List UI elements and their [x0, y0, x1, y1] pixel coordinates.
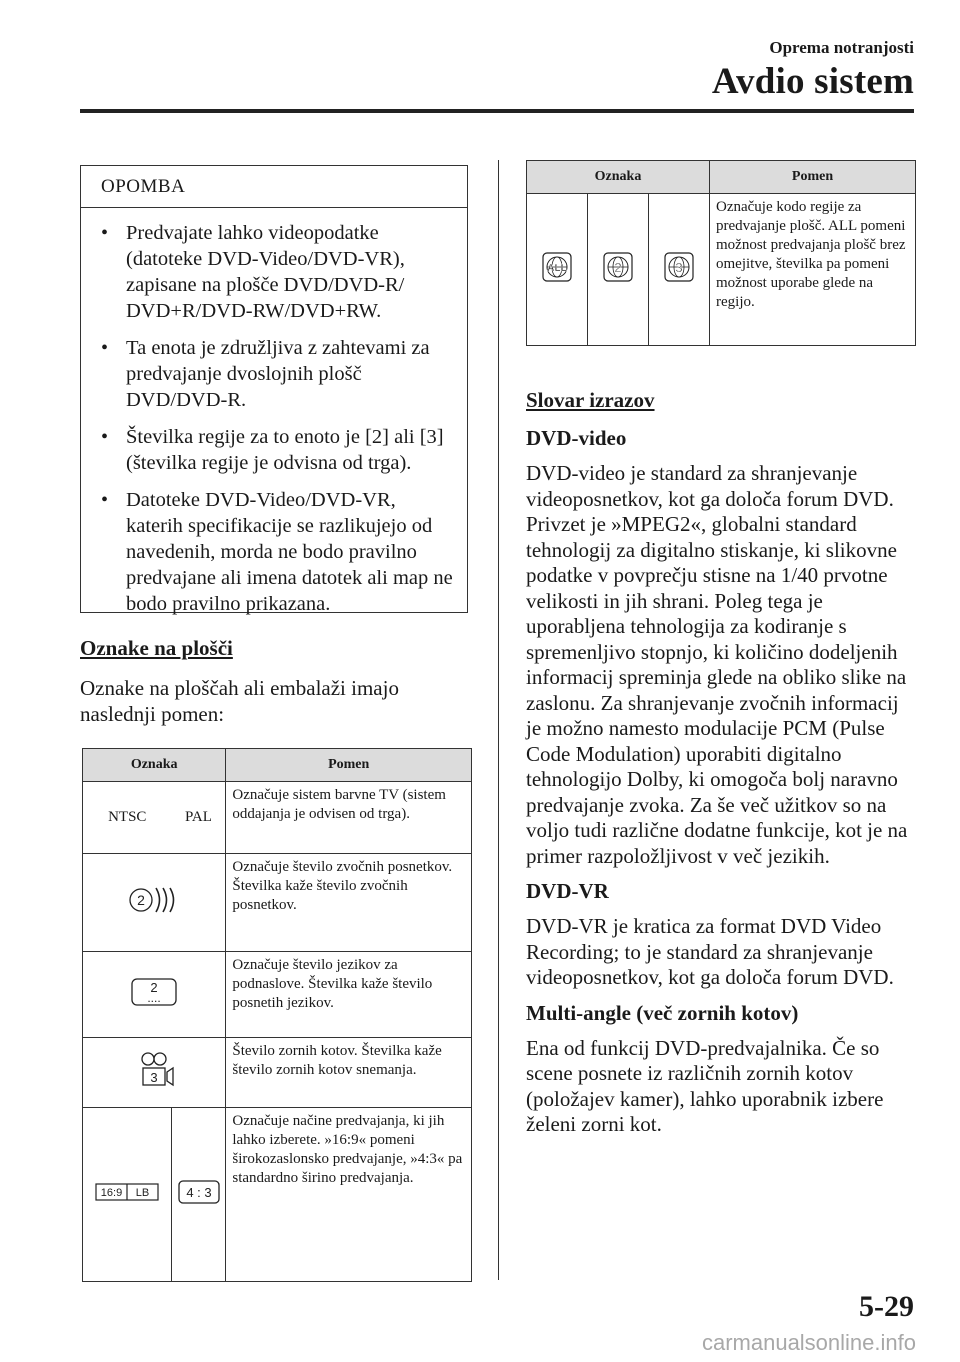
widescreen-letterbox-icon — [95, 1182, 159, 1207]
region-3-icon — [664, 252, 694, 287]
table-row — [83, 854, 472, 952]
region-all-icon — [542, 252, 572, 287]
bullet-icon: • — [101, 426, 109, 448]
svg-text:....: .... — [147, 991, 161, 1005]
mark-cell — [527, 194, 588, 346]
table-row — [83, 1038, 472, 1108]
mark-cell — [83, 854, 226, 952]
meaning-cell: Označuje načine predvajanja, ki jih lahko izberete. »16:9« pomeni širokozaslonsko predvajanje, »4:3« pa standardno širino predvajanja. — [226, 1108, 472, 1282]
mark-cell — [83, 952, 226, 1038]
mark-cell — [83, 1108, 172, 1282]
note-item: • Številka regije za to enoto je [2] ali [3] (številka regije je odvisna od trga). — [101, 426, 444, 474]
meaning-cell: Označuje sistem barvne TV (sistem oddajanja je odvisen od trga). — [226, 782, 472, 854]
svg-text:2: 2 — [614, 260, 622, 275]
column-divider — [498, 160, 499, 1280]
glossary-definition: DVD-video je standard za shranjevanje videoposnetkov, kot ga določa forum DVD. Privzet je »MPEG2«, globalni standard tehnologij za digitalno stiskanje, ki slikovne podatke v povprečju stisne na 1/40 prvotne velikosti in jih shrani. Poleg tega je uporabljena tehnologija za kodiranje s spremenljivo stopnjo, ki količino dodeljenih informacij spreminja glede na obliko slike na zaslonu. Za shranjevanje zvočnih informacij je možno namesto modulacije PCM (Pulse Code Modulation) uporabiti digitalno tehnologijo Dolby, ki omogoča bolj naravno predvajanje zvoka. Za še več užitkov so na voljo tudi različne dodatne funkcije, kot je na primer razpoložljivost v več jezikih. — [526, 461, 908, 868]
bullet-icon: • — [101, 222, 109, 244]
col-header-mark: Oznaka — [83, 749, 226, 782]
col-header-meaning: Pomen — [710, 161, 916, 194]
svg-text:16:9: 16:9 — [100, 1187, 123, 1199]
col-header-mark: Oznaka — [527, 161, 710, 194]
table-row — [83, 952, 472, 1038]
bullet-icon: • — [101, 337, 109, 359]
svg-text:2: 2 — [137, 892, 146, 908]
section-title: Oprema notranjosti — [769, 38, 914, 57]
header-rule — [80, 109, 914, 113]
disc-marks-intro: Oznake na ploščah ali embalaži imajo naslednji pomen: — [80, 676, 399, 726]
glossary-definition: Ena od funkcij DVD-predvajalnika. Če so scene posnete iz različnih zornih kotov (položajev kamer), lahko uporabnik izbere želeni zorni kot. — [526, 1035, 884, 1136]
note-heading: OPOMBA — [81, 166, 467, 208]
svg-text:4 : 3: 4 : 3 — [186, 1185, 212, 1200]
glossary-term: Multi-angle (več zornih kotov) — [526, 1000, 799, 1025]
mark-cell — [649, 194, 710, 346]
svg-text:ALL: ALL — [547, 263, 567, 274]
table-row — [83, 1108, 472, 1282]
camera-angle-icon — [131, 1049, 177, 1096]
disc-marks-heading: Oznake na plošči — [80, 636, 233, 660]
note-list — [81, 208, 467, 617]
svg-text:2: 2 — [150, 980, 158, 995]
mark-cell — [172, 1108, 226, 1282]
meaning-cell: Označuje kodo regije za predvajanje plošč. ALL pomeni možnost predvajanja plošč brez omejitve, številka pa pomeni možnost uporabe glede na regijo. — [710, 194, 916, 346]
aspect-4-3-icon — [177, 1179, 221, 1210]
mark-cell — [588, 194, 649, 346]
meaning-cell: Označuje število zvočnih posnetkov. Številka kaže število zvočnih posnetkov. — [226, 854, 472, 952]
svg-text:LB: LB — [135, 1187, 150, 1199]
glossary-definition: DVD-VR je kratica za format DVD Video Recording; to je standard za shranjevanje videoposnetkov, kot ga določa forum DVD. — [526, 914, 894, 989]
col-header-meaning: Pomen — [226, 749, 472, 782]
glossary-term: DVD-video — [526, 426, 627, 450]
svg-text:3: 3 — [675, 260, 683, 275]
mark-ntsc: NTSC — [83, 782, 172, 854]
note-item: • Ta enota je združljiva z zahtevami za predvajanje dvoslojnih plošč DVD/DVD-R. — [101, 337, 430, 411]
audio-tracks-icon — [125, 884, 183, 921]
watermark: carmanualsonline.info — [701, 1330, 916, 1355]
meaning-cell: Število zornih kotov. Številka kaže število zornih kotov snemanja. — [226, 1038, 472, 1108]
meaning-cell: Označuje število jezikov za podnaslove. Številka kaže število posnetih jezikov. — [226, 952, 472, 1038]
bullet-icon: • — [101, 489, 109, 511]
note-item: • Predvajate lahko videopodatke (datoteke DVD-Video/DVD-VR), zapisane na plošče DVD/DVD-R/ DVD+R/DVD-RW/DVD+RW. — [101, 222, 405, 322]
glossary-heading: Slovar izrazov — [526, 388, 655, 412]
region-table — [526, 160, 916, 346]
note-item: • Datoteke DVD-Video/DVD-VR, katerih specifikacije se razlikujejo od navedenih, morda ne bodo pravilno predvajane ali imena datotek ali map ne bodo pravilno prikazana. — [101, 489, 453, 615]
table-row — [83, 782, 472, 854]
page-number: 5-29 — [859, 1290, 914, 1323]
mark-pal: PAL — [172, 782, 226, 854]
svg-text:3: 3 — [150, 1070, 158, 1085]
page-title: Avdio sistem — [711, 61, 914, 102]
glossary-term: DVD-VR — [526, 879, 609, 903]
glossary-list — [526, 426, 918, 1138]
table-row — [527, 194, 916, 346]
disc-marks-table — [82, 748, 472, 1282]
note-box — [80, 165, 468, 613]
mark-cell — [83, 1038, 226, 1108]
subtitle-icon — [129, 976, 179, 1013]
region-2-icon — [603, 252, 633, 287]
